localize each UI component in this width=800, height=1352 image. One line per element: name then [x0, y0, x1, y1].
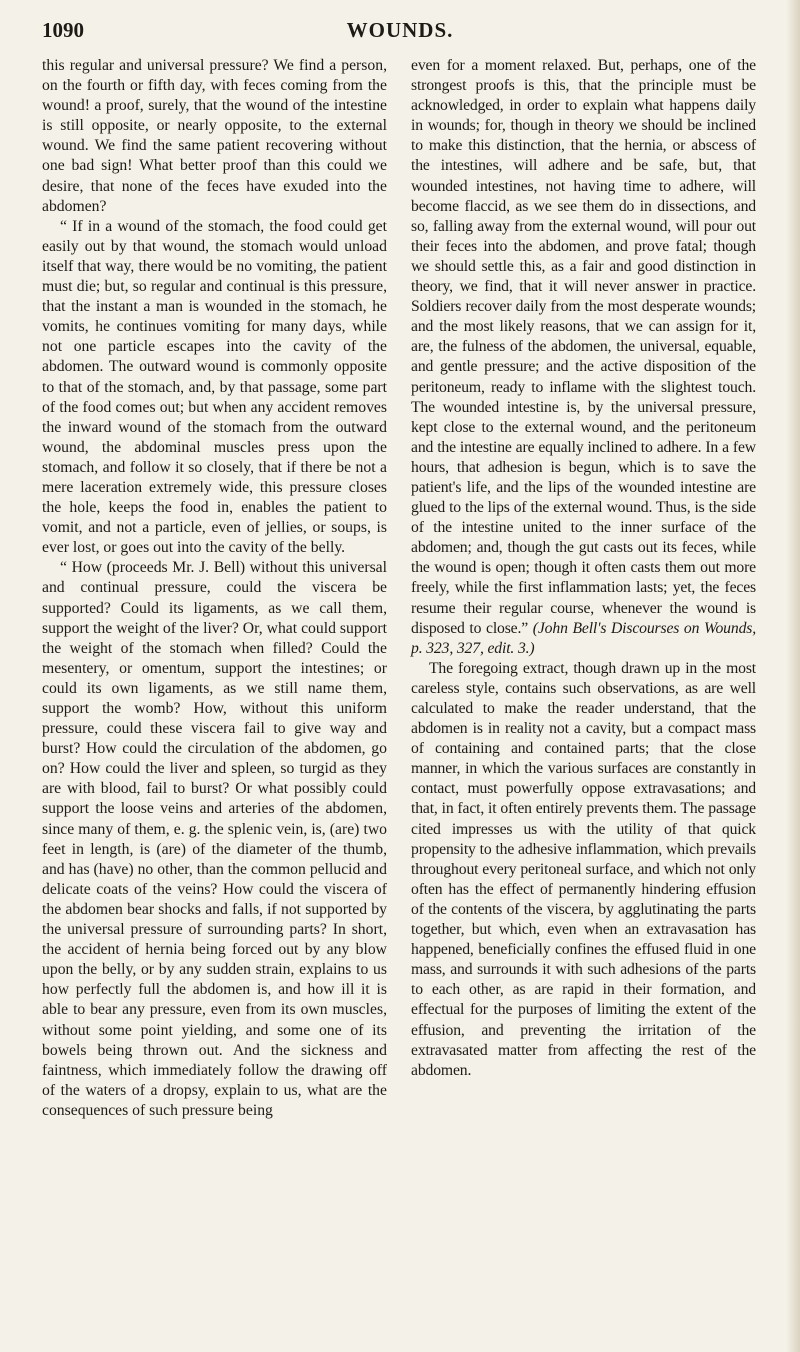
left-paragraph-2: “ If in a wound of the stomach, the food could get easily out by that wound, the stomach would unload itself that way, there would be no vomiting, the patient must die; but, so regular and continual is this pressure, that the instant a man is wounded in the stomach, he vomits, he continues vomiting for many days, while not one particle escapes into the cavity of the abdomen. The outward wound is commonly opposite to that of the stomach, and, by that passage, some part of the food comes out; but when any accident removes the inward wound of the stomach from the outward wound, the abdominal muscles press upon the stomach, and follow it so closely, that if there be not a mere laceration extremely wide, this pressure closes the hole, keeps the food in, enables the patient to vomit, and not a particle, even of jellies, or soups, is ever lost, or goes out into the cavity of the belly. — [42, 217, 387, 557]
running-title: WOUNDS. — [346, 18, 454, 42]
right-column — [411, 56, 756, 1081]
right-paragraph-2: The foregoing extract, though drawn up in the most careless style, contains such observations, as are well calculated to make the reader understand, that the abdomen is in reality not a cavity, but a compact mass of containing and contained parts; that the close manner, in which the various surfaces are constantly in contact, must powerfully oppose extravasations; and that, in fact, it often entirely prevents them. The passage cited impresses us with the utility of that quick propensity to the adhesive inflammation, which prevails throughout every peritoneal surface, and which not only often has the effect of permanently hindering effusion of the contents of the viscera, by agglutinating the parts together, but which, even when an extravasation has happened, beneficially confines the effused fluid in one mass, and surrounds it with such adhesions of the parts to each other, as are rapid in their formation, and effectual for the purposes of limiting the extent of the effusion, and preventing the irritation of the extravasated matter from affecting the rest of the abdomen. — [411, 659, 756, 1079]
left-paragraph-1: this regular and universal pressure? We find a person, on the fourth or fifth day, with feces coming from the wound! a proof, surely, that the wound of the intestine is still opposite, or nearly opposite, to the external wound. We find the same patient recovering without one bad sign! What better proof than this could we desire, that none of the feces have exuded into the abdomen? — [42, 57, 387, 215]
citation: (John Bell's Discourses on Wounds, p. 323, 327, edit. 3.) — [411, 619, 756, 657]
page-header — [42, 14, 758, 44]
left-paragraph-3: “ How (proceeds Mr. J. Bell) without this universal and continual pressure, could the viscera be supported? Could its ligaments, as we call them, support the weight of the liver? Or, what could support the weight of the stomach when filled? Could the mesentery, or omentum, support the intestines; or could its own ligaments, as we still name them, support the womb? How, without this uniform pressure, could these viscera fail to give way and burst? How could the circulation of the abdomen, go on? How could the liver and spleen, so turgid as they are with blood, fail to burst? Or what possibly could support the loose veins and arteries of the abdomen, since many of them, e. g. the splenic vein, is, (are) two feet in length, is (are) of the diameter of the thumb, and has (have) no other, than the common pellucid and delicate coats of the veins? How could the viscera of the abdomen bear shocks and falls, if not supported by the universal pressure of surrounding parts? In short, the accident of hernia being forced out by any blow upon the belly, or by any sudden strain, explains to us how perfectly full the abdomen is, and how ill it is able to bear any pressure, even from its own muscles, without some point yielding, and some one of its bowels being thrown out. And the sickness and faintness, which immediately follow the drawing off of the waters of a dropsy, explain to us, what are the consequences of such pressure being — [42, 559, 387, 1119]
page-edge-shadow — [786, 0, 800, 1352]
page-number: 1090 — [42, 18, 84, 42]
right-paragraph-1-text: even for a moment relaxed. But, perhaps, one of the strongest proofs is this, that the principle must be acknowledged, in order to explain what happens daily in wounds; for, though in theory we should be inclined to make this distinction, that the hernia, or abscess of the intestines, will adhere and be safe, but, that wounded intestines, not having time to adhere, will become flaccid, as we see them do in dissections, and so, falling away from the external wound, will pour out their feces into the abdomen, and prove fatal; though we should settle this, as a fair and good distinction in theory, we find, that it will never answer in practice. Soldiers recover daily from the most desperate wounds; and the most likely reasons, that we can assign for it, are, the fulness of the abdomen, the universal, equable, and gentle pressure; and the active disposition of the peritoneum, ready to inflame with the slightest touch. The wounded intestine is, by the universal pressure, kept close to the external wound, and the peritoneum and the intestine are equally inclined to adhere. In a few hours, that adhesion is begun, which is to save the patient's life, and the lips of the wounded intestine are glued to the lips of the external wound. Thus, is the side of the intestine united to the inner surface of the abdomen; and, though the gut casts out its feces, while the wound is open; though it often casts them out more freely, while the first inflammation lasts; yet, the feces resume their regular course, whenever the wound is disposed to close.” — [411, 57, 756, 637]
right-paragraph-1 — [411, 56, 756, 659]
left-column — [42, 56, 387, 1121]
